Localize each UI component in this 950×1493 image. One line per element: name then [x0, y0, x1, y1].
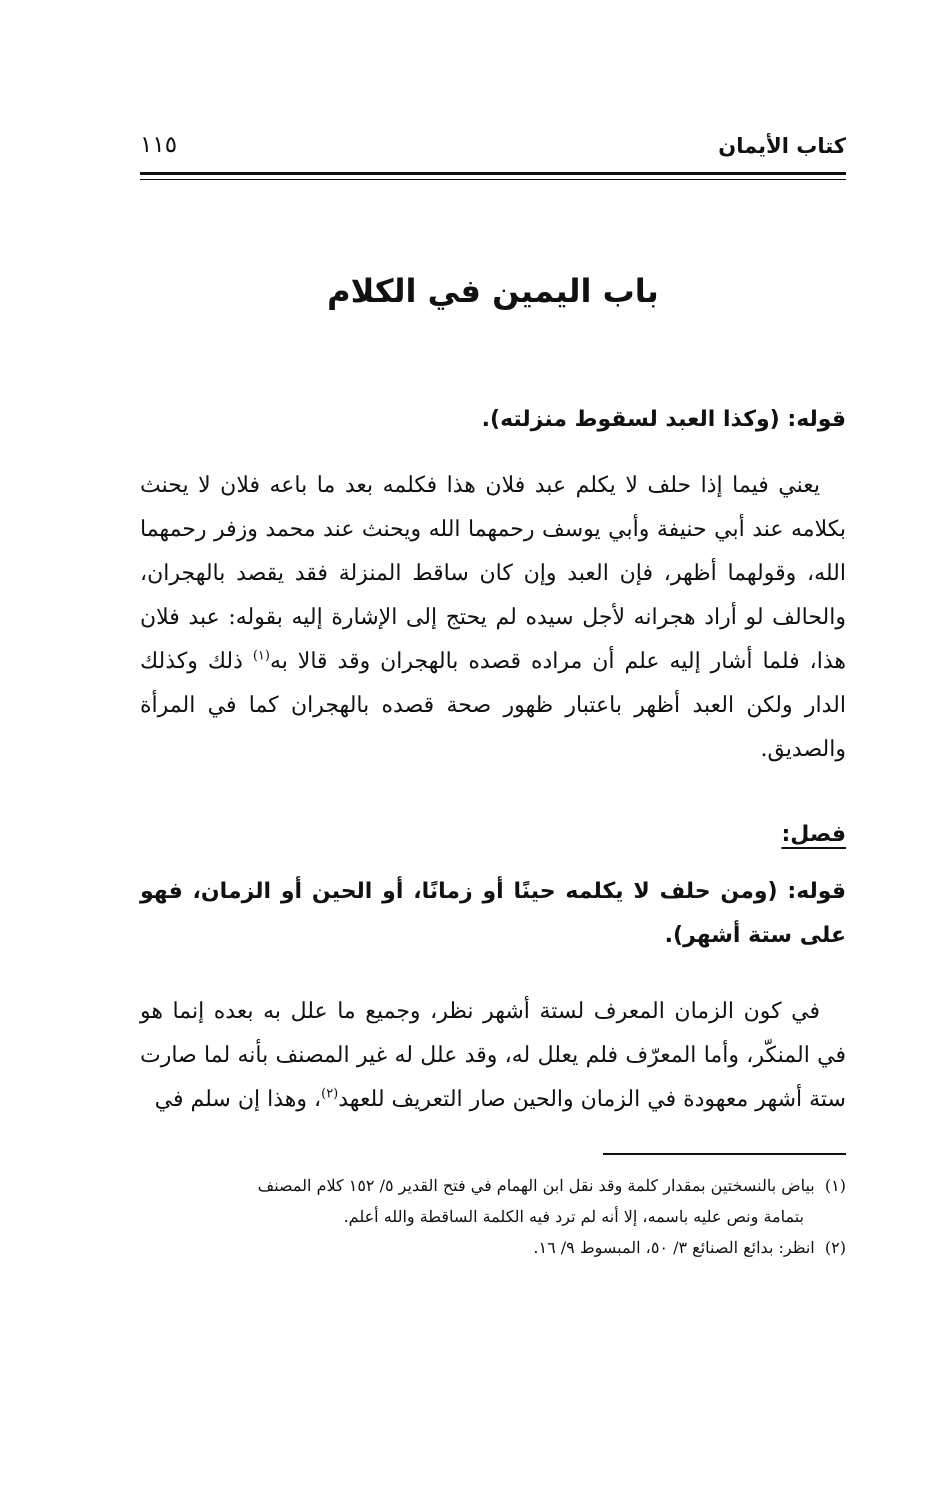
footnotes [140, 1170, 846, 1263]
header-rule-thick [140, 172, 846, 175]
footnote-1-continuation: بتمامة ونص عليه باسمه، إلا أنه لم ترد فيه الكلمة الساقطة والله أعلم. [343, 1207, 804, 1226]
footnote-2-label: (٢) [824, 1238, 846, 1257]
page-number: ١١٥ [140, 132, 178, 158]
commentary-paragraph [140, 464, 846, 772]
footnote-separator [603, 1153, 846, 1155]
paragraph-text-2-tail: ، وهذا إن سلم في [154, 1087, 322, 1112]
running-header [140, 128, 846, 172]
section-heading: فصل: [781, 822, 846, 847]
footnote-1-text: بياض بالنسختين بمقدار كلمة وقد نقل ابن الهمام في فتح القدير ٥/ ١٥٢ كلام المصنف [257, 1176, 815, 1195]
chapter-title: باب اليمين في الكلام [327, 272, 659, 310]
commentary-paragraph-2 [140, 990, 846, 1122]
footnote-2 [140, 1232, 846, 1263]
paragraph-text: يعني فيما إذا حلف لا يكلم عبد فلان هذا فكلمه بعد ما باعه فلان لا يحنث بكلامه عند أبي حنيفة وأبي يوسف رحمهما الله ويحنث عند محمد وزفر رحمهما الله، وقولهما أظهر، فإن العبد وإن كان ساقط المنزلة فقد يقصد بالهجران، والحالف لو أراد هجرانه لأجل سيده لم يحتج إلى الإشارة إليه بقوله: عبد فلان هذا، فلما أشار إليه علم أن مراده قصده بالهجران وقد قالا به [140, 473, 846, 674]
footnote-1 [140, 1170, 846, 1201]
header-rule-thin [140, 179, 846, 180]
quote-line-2: قوله: (ومن حلف لا يكلمه حينًا أو زمانًا، أو الحين أو الزمان، فهو على ستة أشهر). [140, 879, 846, 948]
book-title: كتاب الأيمان [718, 134, 846, 158]
quote-line: قوله: (وكذا العبد لسقوط منزلته). [481, 407, 846, 432]
footnote-1-label: (١) [824, 1176, 846, 1195]
paragraph-text-2: في كون الزمان المعرف لستة أشهر نظر، وجميع ما علل به بعده إنما هو في المنكّر، وأما المعرّف فلم يعلل له، وقد علل له غير المصنف بأنه لما صارت ستة أشهر معهودة في الزمان والحين صار التعريف للعهد [140, 999, 846, 1112]
footnote-ref-2: (٢) [321, 1086, 339, 1102]
footnote-ref-1: (١) [252, 648, 270, 664]
paragraph-text-tail: ذلك وكذلك الدار ولكن العبد أظهر باعتبار ظهور صحة قصده بالهجران كما في المرأة والصديق. [140, 649, 846, 762]
footnote-2-text: انظر: بدائع الصنائع ٣/ ٥٠، المبسوط ٩/ ١٦. [533, 1238, 815, 1257]
